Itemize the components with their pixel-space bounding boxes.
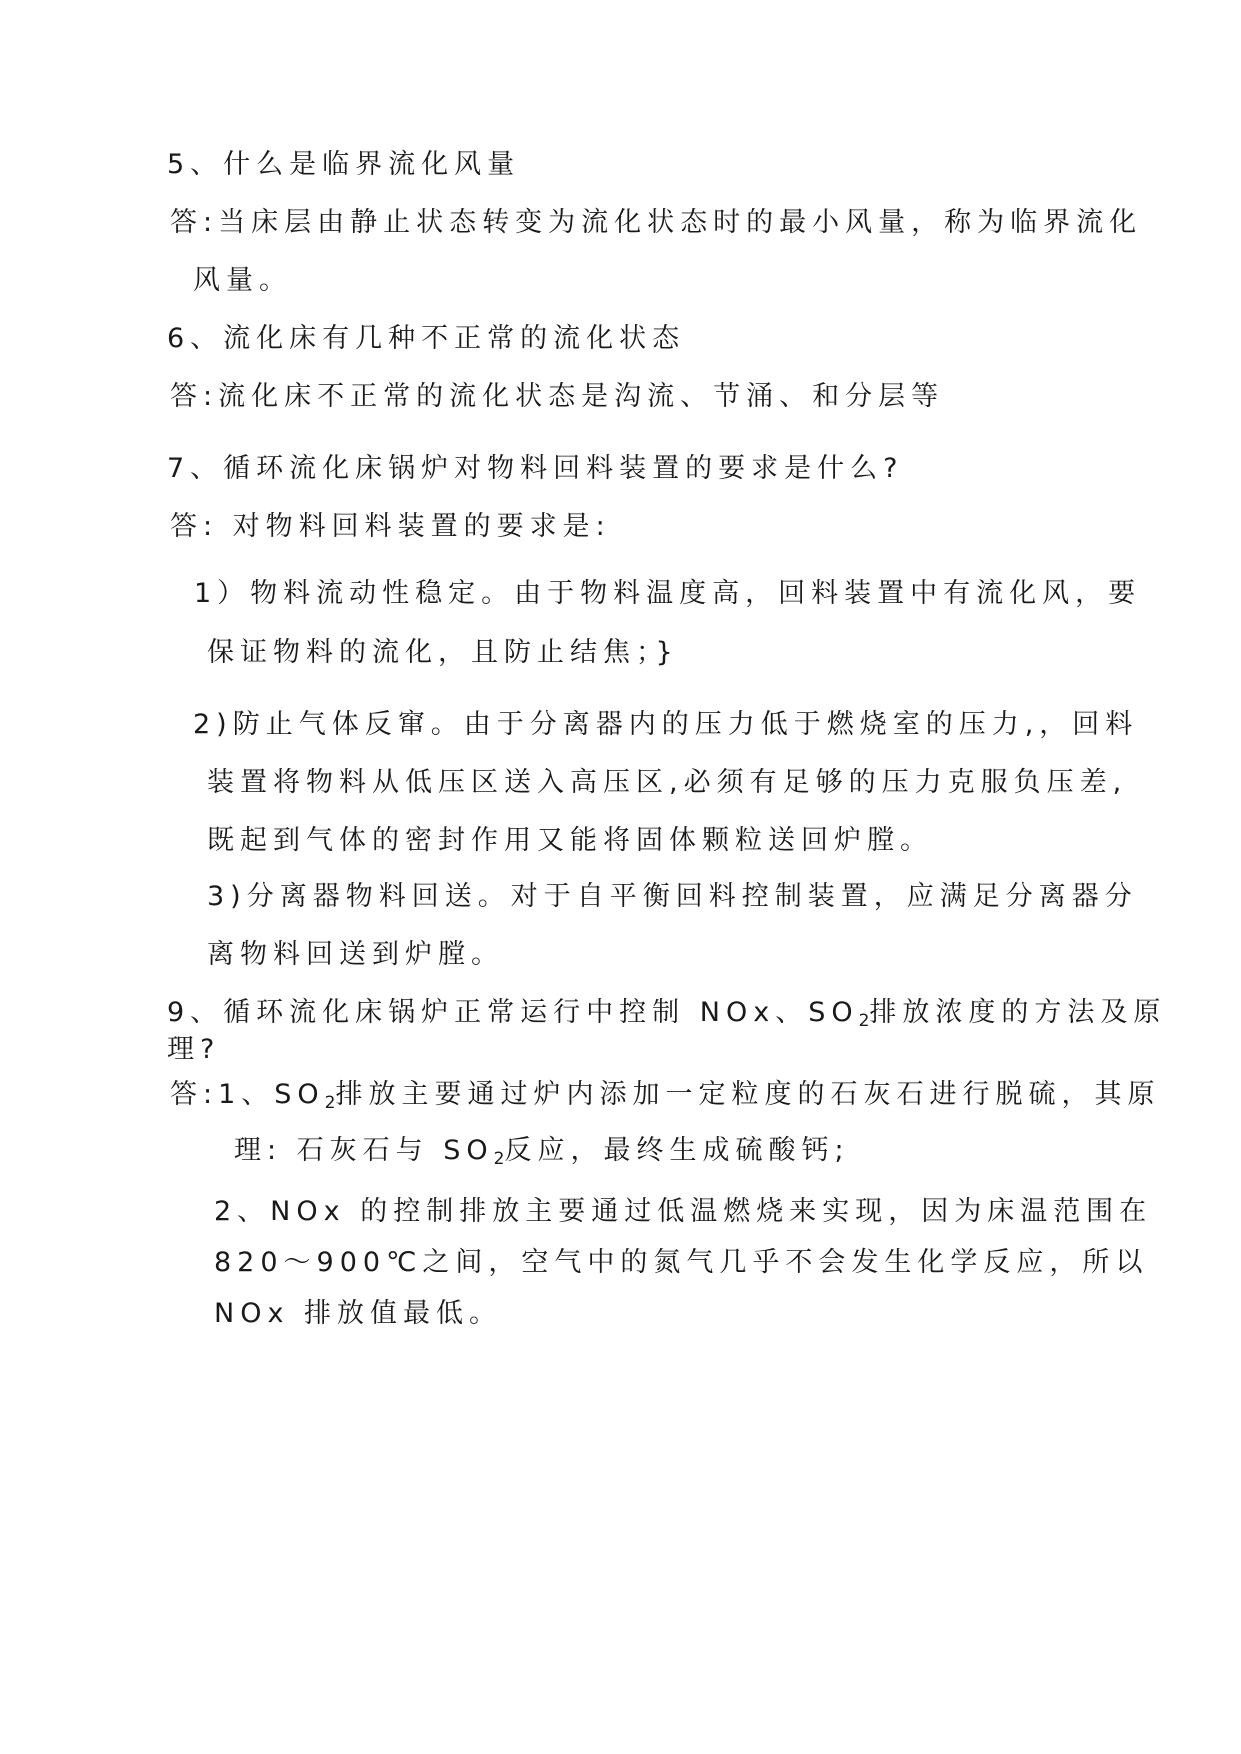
q9-answer1-part2: 排放主要通过炉内添加一定粒度的石灰石进行脱硫，其原 [335, 1079, 1161, 1110]
q6-answer: 答:流化床不正常的流化状态是沟流、节涌、和分层等 [170, 381, 945, 412]
q7-item3-line1: 3)分离器物料回送。对于自平衡回料控制装置，应满足分离器分 [207, 881, 1138, 912]
q7-item2-line1: 2)防止气体反窜。由于分离器内的压力低于燃烧室的压力,，回料 [193, 709, 1139, 740]
q7-answer-intro: 答: 对物料回料装置的要求是: [170, 511, 611, 542]
q5-answer-line1: 答:当床层由静止状态转变为流化状态时的最小风量，称为临界流化 [170, 207, 1143, 238]
q5-question: 5、什么是临界流化风量 [167, 149, 521, 180]
q9-question-part2: 排放浓度的方法及原 [869, 997, 1167, 1028]
q9-answer1-subscript: 2 [324, 1093, 336, 1113]
q9-question-part1: 9、循环流化床锅炉正常运行中控制 NOx、SO [167, 997, 859, 1028]
q9-answer2-line2: 820～900℃之间，空气中的氮气几乎不会发生化学反应，所以 [214, 1247, 1149, 1278]
q5-answer-line2: 风量。 [193, 265, 292, 296]
q9-answer1-line1 [170, 1079, 1161, 1113]
q9-answer1-line2-part1: 理: 石灰石与 SO [234, 1135, 494, 1166]
q9-answer2-line3: NOx 排放值最低。 [214, 1298, 503, 1329]
q7-item2-line3: 既起到气体的密封作用又能将固体颗粒送回炉膛。 [207, 825, 933, 856]
q9-question-line2: 理? [167, 1034, 221, 1065]
q9-answer1-part1: 答:1、SO [170, 1079, 325, 1110]
q9-question-line1 [167, 997, 1167, 1031]
q9-answer1-line2-part2: 反应，最终生成硫酸钙; [504, 1135, 850, 1166]
q7-item1-line2: 保证物料的流化，且防止结焦；} [207, 637, 679, 668]
q9-answer2-line1: 2、NOx 的控制排放主要通过低温燃烧来实现，因为床温范围在 [214, 1196, 1153, 1227]
q9-answer1-line2-subscript: 2 [493, 1149, 505, 1169]
q6-question: 6、流化床有几种不正常的流化状态 [167, 323, 686, 354]
q7-item1-line1: 1）物料流动性稳定。由于物料温度高，回料装置中有流化风，要 [194, 578, 1142, 609]
q9-question-subscript: 2 [858, 1011, 870, 1031]
q7-question: 7、循环流化床锅炉对物料回料装置的要求是什么? [167, 453, 904, 484]
q9-answer1-line2 [234, 1135, 850, 1169]
q7-item3-line2: 离物料回送到炉膛。 [207, 939, 504, 970]
q7-item2-line2: 装置将物料从低压区送入高压区,必须有足够的压力克服负压差, [207, 767, 1128, 798]
